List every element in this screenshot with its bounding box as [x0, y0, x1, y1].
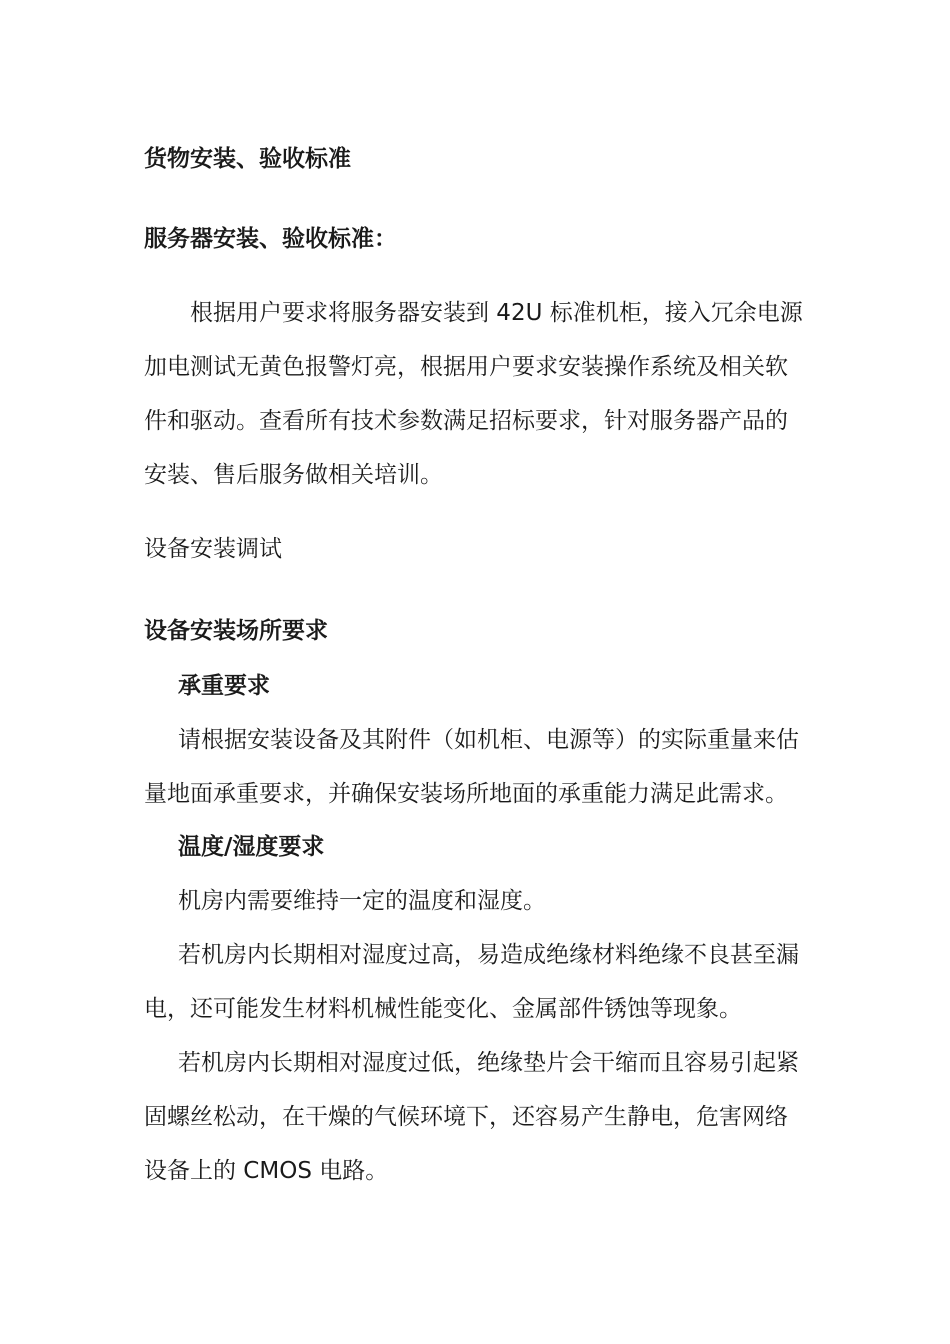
subheading-temperature-humidity: 温度/湿度要求	[178, 834, 325, 860]
load-paragraph-line: 请根据安装设备及其附件（如机柜、电源等）的实际重量来估	[178, 727, 799, 753]
server-paragraph-line: 安装、售后服务做相关培训。	[144, 462, 443, 488]
low-humidity-paragraph-line: 若机房内长期相对湿度过低，绝缘垫片会干缩而且容易引起紧	[178, 1050, 799, 1076]
high-humidity-paragraph-line: 电，还可能发生材料机械性能变化、金属部件锈蚀等现象。	[144, 996, 742, 1022]
subheading-load-bearing: 承重要求	[178, 673, 270, 699]
heading-device-debug: 设备安装调试	[144, 536, 282, 562]
low-humidity-paragraph-line: 固螺丝松动，在干燥的气候环境下，还容易产生静电，危害网络	[144, 1104, 788, 1130]
load-paragraph-line: 量地面承重要求，并确保安装场所地面的承重能力满足此需求。	[144, 781, 788, 807]
server-paragraph-line: 加电测试无黄色报警灯亮，根据用户要求安装操作系统及相关软	[144, 354, 788, 380]
temp-paragraph-line: 机房内需要维持一定的温度和湿度。	[178, 888, 546, 914]
server-paragraph-line: 件和驱动。查看所有技术参数满足招标要求，针对服务器产品的	[144, 408, 788, 434]
heading-server-acceptance: 服务器安装、验收标准：	[144, 226, 397, 252]
heading-goods-acceptance: 货物安装、验收标准	[144, 146, 351, 172]
low-humidity-paragraph-line: 设备上的 CMOS 电路。	[144, 1158, 389, 1184]
server-paragraph-line: 根据用户要求将服务器安装到 42U 标准机柜，接入冗余电源	[190, 300, 803, 326]
heading-site-requirements: 设备安装场所要求	[144, 618, 328, 644]
high-humidity-paragraph-line: 若机房内长期相对湿度过高，易造成绝缘材料绝缘不良甚至漏	[178, 942, 799, 968]
